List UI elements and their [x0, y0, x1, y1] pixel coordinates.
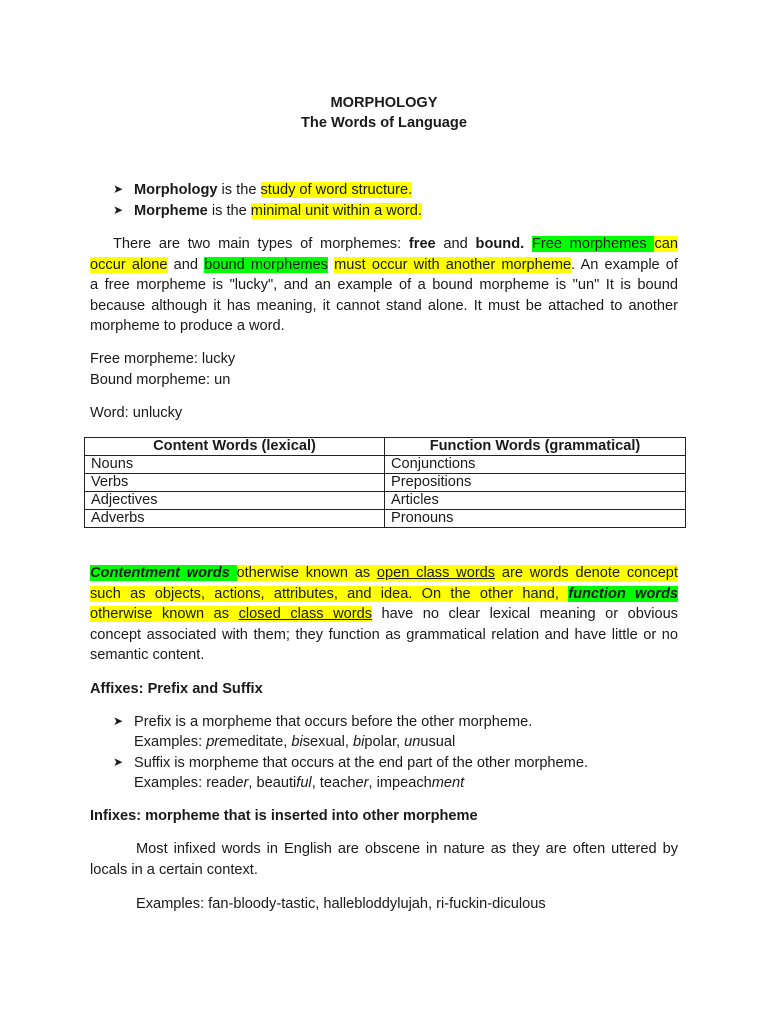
page-subtitle: The Words of Language: [301, 115, 467, 131]
table-header-row: [85, 438, 686, 456]
suffix-examples: Examples: reader, beautiful, teacher, impeachment: [134, 775, 465, 791]
suffix-definition: ➤ Suffix is morpheme that occurs at the end part of the other morpheme.: [113, 752, 588, 774]
table-row: [85, 456, 686, 474]
word-example: Word: unlucky: [90, 405, 183, 421]
arrow-bullet-icon: ➤: [113, 755, 124, 769]
column-header: Function Words (grammatical): [385, 438, 686, 456]
affixes-heading: Affixes: Prefix and Suffix: [90, 681, 263, 697]
arrow-bullet-icon: ➤: [113, 182, 124, 196]
infixes-heading: Infixes: morpheme that is inserted into other morpheme: [90, 808, 478, 824]
intro-paragraph: There are two main types of morphemes: free and bound. Free morphemes can occur alone and bound morphemes must occur with another morpheme. An example of a free morpheme is "lucky", and an example of a bound morpheme is "un" It is bound because although it has meaning, it cannot stand alone. It must be attached to another morpheme to produce a word.: [90, 236, 678, 335]
definition-morpheme: ➤ Morpheme is the minimal unit within a word.: [113, 200, 422, 222]
arrow-bullet-icon: ➤: [113, 714, 124, 728]
table-cell: Adverbs: [85, 510, 385, 528]
definition-text: minimal unit within a word.: [250, 203, 422, 219]
bound-morpheme-example: Bound morpheme: un: [90, 372, 231, 388]
table-cell: Articles: [385, 492, 686, 510]
column-header: Content Words (lexical): [85, 438, 385, 456]
infixes-paragraph: Most infixed words in English are obscene in nature as they are often uttered by locals in a certain context.: [90, 841, 678, 878]
table-cell: Adjectives: [85, 492, 385, 510]
definition-morphology: ➤ Morphology is the study of word structure.: [113, 179, 412, 201]
infixes-examples: Examples: fan-bloody-tastic, hallebloddylujah, ri-fuckin-diculous: [136, 896, 546, 912]
table-row: [85, 492, 686, 510]
table-cell: Nouns: [85, 456, 385, 474]
table-cell: Prepositions: [385, 474, 686, 492]
arrow-bullet-icon: ➤: [113, 203, 124, 217]
term: Morphology: [134, 182, 218, 198]
prefix-examples: Examples: premeditate, bisexual, bipolar, unusual: [134, 734, 456, 750]
words-table: [84, 437, 686, 528]
prefix-definition: ➤ Prefix is a morpheme that occurs before the other morpheme.: [113, 711, 532, 733]
table-cell: Conjunctions: [385, 456, 686, 474]
table-row: [85, 510, 686, 528]
free-morpheme-example: Free morpheme: lucky: [90, 351, 236, 367]
page-title: MORPHOLOGY: [330, 95, 438, 111]
table-row: [85, 474, 686, 492]
term: Morpheme: [134, 203, 208, 219]
definition-text: study of word structure.: [260, 182, 413, 198]
table-cell: Verbs: [85, 474, 385, 492]
table-cell: Pronouns: [385, 510, 686, 528]
content-words-paragraph: Contentment words otherwise known as open class words are words denote concept such as objects, actions, attributes, and idea. On the other hand, function words otherwise known as closed class words have no clear lexical meaning or obvious concept associated with them; they function as grammatical relation and have little or no semantic content.: [90, 565, 678, 664]
